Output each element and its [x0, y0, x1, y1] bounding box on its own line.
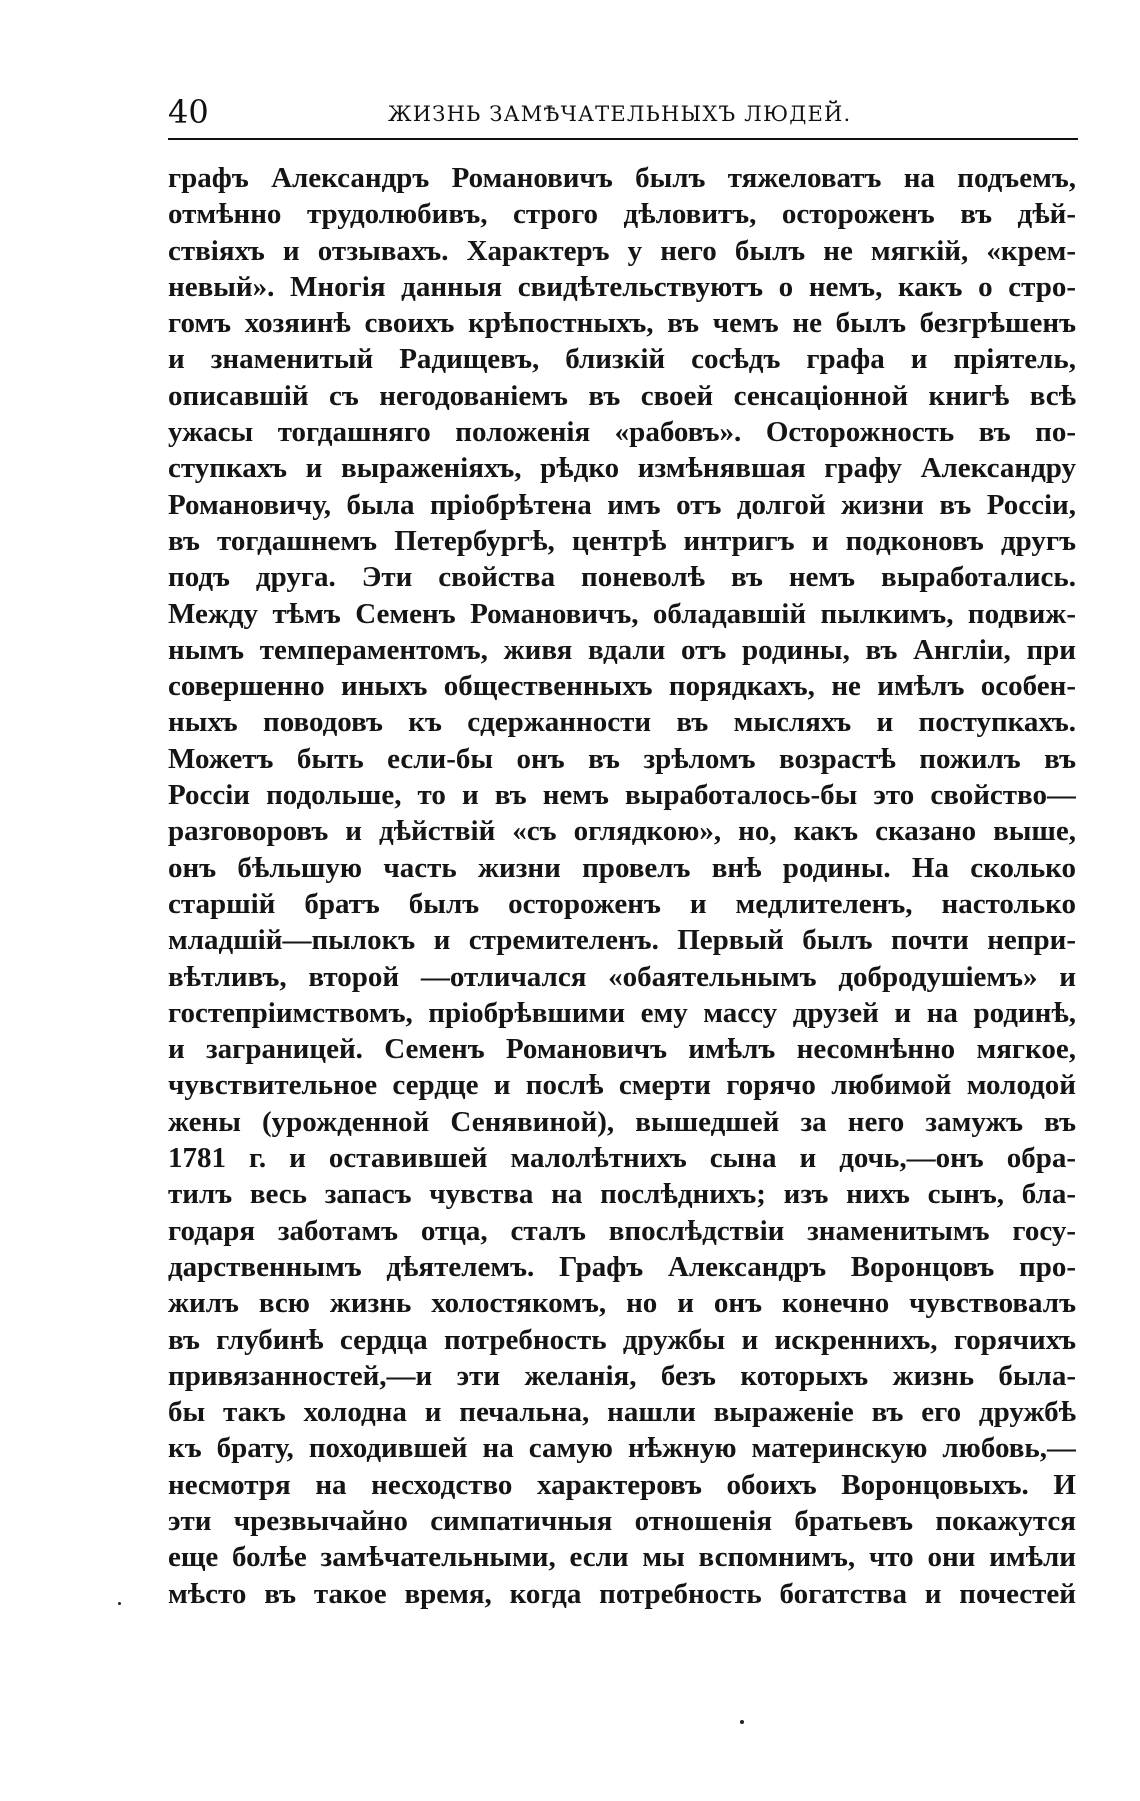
text-line: къ брату, походившей на самую нѣжную материнскую любовь,—	[168, 1432, 1076, 1465]
text-line: ужасы тогдашняго положенія «рабовъ». Осторожность въ по-	[168, 416, 1076, 449]
text-line: младшій—пылокъ и стремителенъ. Первый былъ почти непри-	[168, 924, 1076, 957]
text-line: эти чрезвычайно симпатичныя отношенія братьевъ покажутся	[168, 1504, 1076, 1537]
text-line: описавшій съ негодованіемъ въ своей сенсаціонной книгѣ всѣ	[168, 379, 1076, 412]
text-line: чувствительное сердце и послѣ смерти горячо любимой молодой	[168, 1069, 1076, 1102]
text-line: онъ бѣльшую часть жизни провелъ внѣ родины. На сколько	[168, 851, 1076, 884]
text-line: и знаменитый Радищевъ, близкій сосѣдъ графа и пріятель,	[168, 343, 1076, 376]
text-line: и заграницей. Семенъ Романовичъ имѣлъ несомнѣнно мягкое,	[168, 1033, 1076, 1066]
text-line: вѣтливъ, второй —отличался «обаятельнымъ добродушіемъ» и	[168, 960, 1076, 993]
text-line: жены (урожденной Сенявиной), вышедшей за него замужъ въ	[168, 1105, 1076, 1138]
text-line: подъ друга. Эти свойства поневолѣ въ немъ выработались.	[168, 561, 1076, 594]
text-line: въ тогдашнемъ Петербургѣ, центрѣ интригъ и подконовъ другъ	[168, 524, 1076, 557]
text-line: гомъ хозяинѣ своихъ крѣпостныхъ, въ чемъ не былъ безгрѣшенъ	[168, 307, 1076, 340]
text-line: невый». Многія данныя свидѣтельствуютъ о немъ, какъ о стро-	[168, 270, 1076, 303]
text-line: Романовичу, была пріобрѣтена имъ отъ долгой жизни въ Россіи,	[168, 488, 1076, 521]
text-line: гостепріимствомъ, пріобрѣвшими ему массу друзей и на родинѣ,	[168, 996, 1076, 1029]
text-line: привязанностей,—и эти желанія, безъ которыхъ жизнь была-	[168, 1359, 1076, 1392]
text-line: ныхъ поводовъ къ сдержанности въ мысляхъ и поступкахъ.	[168, 706, 1076, 739]
body-text	[168, 160, 1076, 1612]
text-line: бы такъ холодна и печальна, нашли выраженіе въ его дружбѣ	[168, 1396, 1076, 1429]
text-line: мѣсто въ такое время, когда потребность богатства и почестей	[168, 1577, 1076, 1610]
running-title: ЖИЗНЬ ЗАМѢЧАТЕЛЬНЫХЪ ЛЮДЕЙ.	[388, 102, 852, 126]
header-rule	[168, 138, 1078, 140]
text-line: старшій братъ былъ остороженъ и медлителенъ, настолько	[168, 887, 1076, 920]
text-line: жилъ всю жизнь холостякомъ, но и онъ конечно чувствовалъ	[168, 1287, 1076, 1320]
text-line: Россіи подольше, то и въ немъ выработалось-бы это свойство—	[168, 779, 1076, 812]
text-line: совершенно иныхъ общественныхъ порядкахъ, не имѣлъ особен-	[168, 670, 1076, 703]
text-line: нымъ темпераментомъ, живя вдали отъ родины, въ Англіи, при	[168, 633, 1076, 666]
text-line: годаря заботамъ отца, сталъ впослѣдствіи знаменитымъ госу-	[168, 1214, 1076, 1247]
text-line: еще болѣе замѣчательными, если мы вспомнимъ, что они имѣли	[168, 1541, 1076, 1574]
text-line: графъ Александръ Романовичъ былъ тяжеловатъ на подъемъ,	[168, 162, 1076, 194]
text-line: ствіяхъ и отзывахъ. Характеръ у него былъ не мягкій, «крем-	[168, 234, 1076, 267]
page-number: 40	[168, 93, 209, 131]
text-line: ступкахъ и выраженіяхъ, рѣдко измѣнявшая графу Александру	[168, 452, 1076, 485]
print-speck	[118, 1602, 121, 1605]
text-line: разговоровъ и дѣйствій «съ оглядкою», но, какъ сказано выше,	[168, 815, 1076, 848]
text-line: отмѣнно трудолюбивъ, строго дѣловитъ, остороженъ въ дѣй-	[168, 198, 1076, 231]
text-line: тилъ весь запасъ чувства на послѣднихъ; изъ нихъ сынъ, бла-	[168, 1178, 1076, 1211]
page-header	[168, 90, 1076, 142]
text-line: 1781 г. и оставившей малолѣтнихъ сына и дочь,—онъ обра-	[168, 1142, 1076, 1175]
text-line: Можетъ быть если-бы онъ въ зрѣломъ возрастѣ пожилъ въ	[168, 742, 1076, 775]
text-line: дарственнымъ дѣятелемъ. Графъ Александръ Воронцовъ про-	[168, 1250, 1076, 1283]
text-line: въ глубинѣ сердца потребность дружбы и искреннихъ, горячихъ	[168, 1323, 1076, 1356]
text-line: несмотря на несходство характеровъ обоихъ Воронцовыхъ. И	[168, 1468, 1076, 1501]
print-speck	[740, 1720, 744, 1724]
text-line: Между тѣмъ Семенъ Романовичъ, обладавшій пылкимъ, подвиж-	[168, 597, 1076, 630]
